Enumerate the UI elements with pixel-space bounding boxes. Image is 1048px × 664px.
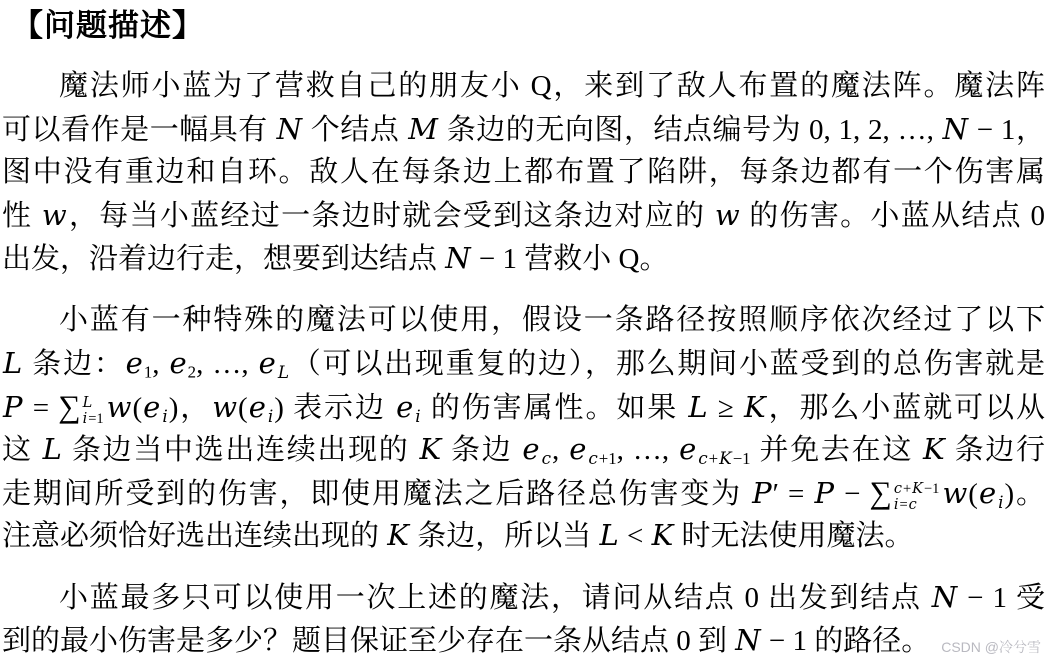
text-line: 注意必须恰好选出连续出现的 K 条边，所以当 L < K 时无法使用魔法。 [2,518,914,552]
text-line: 出发，沿着边行走，想要到达结点 N − 1 营救小 Q。 [2,241,669,275]
paragraph [2,65,1045,280]
problem-body [2,65,1045,662]
text-line: L 条边：$e_1$, $e_2$, …, e $_L$（可以出现重复的边），那么期间小蓝受到的总伤害就是 [3,346,1045,382]
paragraph [2,576,1045,662]
paragraph [2,299,1045,557]
text-line: 性 w，每当小蓝经过一条边时就会受到这条边对应的 w 的伤害。小蓝从结点 0 [2,198,1045,232]
text-line: P = ∑ L i=1 w(e $_i$)，w(e $_i$) 表示边 e $_i$ 的伤害属性。如果 L ≥ K，那么小蓝就可以从 [3,389,1045,428]
text-line: 小蓝有一种特殊的魔法可以使用，假设一条路径按照顺序依次经过了以下 [59,304,1045,336]
text-line: 图中没有重边和自环。敌人在每条边上都布置了陷阱，每条边都有一个伤害属 [2,156,1045,188]
text-line: 小蓝最多只可以使用一次上述的魔法，请问从结点 0 出发到结点 N − 1 受 [59,580,1045,614]
text-line: 这 L 条边当中选出连续出现的 K 条边 e $_c$, e $_{c+1}$, …, e $_{c+K-1}$ 并免去在这 K 条边行 [2,432,1045,468]
text-line: 可以看作是一幅具有 N 个结点 M 条边的无向图，结点编号为 0, 1, 2, …, N − 1， [2,112,1045,146]
csdn-watermark: CSDN @冷兮雪 [941,639,1041,655]
text-line: 走期间所受到的伤害，即使用魔法之后路径总伤害变为 P′ = P − ∑ c+K−1 i=c w(e $_i$)。 [2,475,1045,514]
text-line: 到的最小伤害是多少？题目保证至少存在一条从结点 0 到 N − 1 的路径。 [2,623,931,657]
section-title: 【问题描述】 [12,8,204,43]
text-line: 魔法师小蓝为了营救自己的朋友小 Q，来到了敌人布置的魔法阵。魔法阵 [59,70,1045,102]
